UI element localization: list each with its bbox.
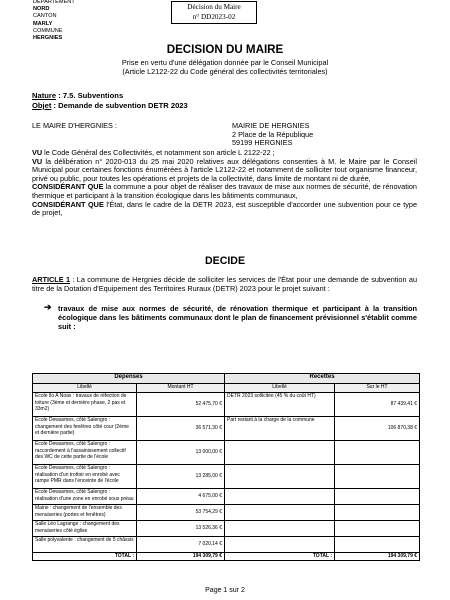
row-recette-libelle xyxy=(225,521,335,537)
row-recette-montant xyxy=(335,521,420,537)
cons1-key: CONSIDÉRANT QUE xyxy=(32,182,104,192)
table-row xyxy=(33,441,420,465)
row-libelle: École Dewasmes, côté Salengro : réalisation d'un trottoir en enrobé avec rampe PMR dans l'enceinte de l'école xyxy=(33,465,137,489)
commune-value: HERGNIES xyxy=(33,35,63,42)
row-recette-libelle: DETR 2023 sollicitée (45 % du coût HT) xyxy=(225,393,335,417)
dept-value: NORD xyxy=(33,6,50,13)
page-title: DECISION DU MAIRE xyxy=(166,43,284,56)
header-block xyxy=(33,0,75,42)
address-line-1: MAIRIE DE HERGNIES xyxy=(232,121,310,130)
row-recette-libelle xyxy=(225,465,335,489)
depenses-header: Dépenses xyxy=(33,374,225,384)
row-montant: 52 475,70 € xyxy=(137,393,225,417)
table-row xyxy=(33,521,420,537)
financing-table xyxy=(32,373,420,561)
row-libelle: École Dewasmes, côté Salengro : changement des fenêtres côté cour (2ème et dernière partie) xyxy=(33,417,137,441)
canton-label: CANTON xyxy=(33,13,57,20)
arrow-icon: ➔ xyxy=(44,302,52,312)
row-montant: 4 675,00 € xyxy=(137,489,225,505)
total-recettes: 194 309,79 € xyxy=(335,553,420,561)
article-label: ARTICLE 1 xyxy=(32,275,71,284)
cons1-text: la commune a pour objet de réaliser des travaux de mise aux normes de sécurité, de rénovation thermique et participant à la transition écologique dans les bâtiments communaux, xyxy=(32,182,417,200)
nature-objet xyxy=(32,91,188,111)
libelle2-header: Libellé xyxy=(225,384,335,393)
ref-line2: n° DD2023-02 xyxy=(192,12,236,21)
canton-value: MARLY xyxy=(33,20,53,27)
total-depenses: 194 309,79 € xyxy=(137,553,225,561)
table-row xyxy=(33,489,420,505)
table-row xyxy=(33,393,420,417)
subtitle-2: (Article L2122-22 du Code général des collectivités territoriales) xyxy=(122,67,328,76)
address-line-2: 2 Place de la République xyxy=(232,129,314,139)
sur-ht-header: Sur le HT xyxy=(335,384,420,393)
row-montant: 13 285,00 € xyxy=(137,465,225,489)
montant-header: Montant HT xyxy=(137,384,225,393)
total-label: TOTAL : xyxy=(33,553,137,561)
row-libelle: Salle Léo Lagrange : changement des menuiseries côté église xyxy=(33,521,137,537)
article-text: : La commune de Hergnies décide de solliciter les services de l'État pour une demande de subvention au titre de la Dotation d'Equipement des Territoires Ruraux (DETR) 2023 pour le projet suivant : xyxy=(32,275,417,293)
commune-label: COMMUNE xyxy=(33,27,63,34)
row-recette-libelle: Part restant à la charge de la commune xyxy=(225,417,335,441)
nature-label: Nature xyxy=(32,91,57,100)
page-footer: Page 1 sur 2 xyxy=(205,587,245,594)
row-montant: 36 571,30 € xyxy=(137,417,225,441)
ref-line1: Décision du Maire xyxy=(187,3,241,11)
decide-heading: DECIDE xyxy=(204,255,246,267)
row-libelle: École Dewasmes, côté Salengro : raccordement à l'assainissement collectif des WC de cette partie de l'école xyxy=(33,441,137,465)
row-recette-libelle xyxy=(225,537,335,553)
address-block xyxy=(232,122,382,148)
row-recette-montant xyxy=(335,441,420,465)
row-recette-libelle xyxy=(225,441,335,465)
dept-label: DEPARTEMENT xyxy=(33,0,75,5)
table-row xyxy=(33,537,420,553)
row-libelle: Mairie : changement de l'ensemble des menuiseries (portes et fenêtres) xyxy=(33,505,137,521)
row-libelle: Ecole Ilo A Noax : travaux de réfection de toiture (3ème et dernière phase, 2 pas et 33m2) xyxy=(33,393,137,417)
row-recette-montant: 106 870,38 € xyxy=(335,417,420,441)
objet-value: : Demande de subvention DETR 2023 xyxy=(53,101,188,110)
vu1-key: VU xyxy=(32,148,43,157)
row-recette-libelle xyxy=(225,489,335,505)
row-recette-montant: 87 439,41 € xyxy=(335,393,420,417)
row-recette-montant xyxy=(335,505,420,521)
row-montant: 13 000,00 € xyxy=(137,441,225,465)
bullet-item xyxy=(44,304,417,331)
vu2-text: la délibération n° 2020-013 du 25 mai 2020 relatives aux délégations consenties à M. le Maire par le Conseil Municipal pour certaines fonctions énumérées à l'article L2122-22 et notamment de solliciter tout organisme financeur, privé ou public, pour toutes les opérations et projets de la collectivité, dans limite de montant ni de durée, xyxy=(32,156,417,183)
row-recette-libelle xyxy=(225,505,335,521)
vu2-key: VU xyxy=(32,156,43,166)
recettes-header: Recettes xyxy=(225,374,420,384)
objet-label: Objet xyxy=(32,101,52,110)
table-row xyxy=(33,417,420,441)
table-row xyxy=(33,505,420,521)
row-montant: 53 754,29 € xyxy=(137,505,225,521)
row-recette-montant xyxy=(335,537,420,553)
article-1 xyxy=(32,276,417,293)
maire-line: LE MAIRE D'HERGNIES : xyxy=(32,121,117,130)
nature-value: : 7.5. Subventions xyxy=(58,91,124,100)
row-montant: 13 526,36 € xyxy=(137,521,225,537)
cons2-text: l'État, dans le cadre de la DETR 2023, est susceptible d'accorder une subvention pour ce type de projet, xyxy=(32,199,417,218)
row-libelle: École Dewasmes, côté Salengro : réalisation d'une zone en enrobé sous préau xyxy=(33,489,137,505)
total-label-2: TOTAL : xyxy=(225,553,335,561)
row-libelle: Salle polyvalente : changement de 5 châssis xyxy=(33,537,137,553)
bullet-text: travaux de mise aux normes de sécurité, de rénovation thermique et participant à la transition écologique dans les bâtiments communaux dont le plan de financement prévisionnel s'établit comme suit : xyxy=(58,304,417,331)
cons2-key: CONSIDÉRANT QUE xyxy=(32,199,104,209)
table-row xyxy=(33,465,420,489)
row-recette-montant xyxy=(335,465,420,489)
reference-box xyxy=(171,1,257,24)
row-recette-montant xyxy=(335,489,420,505)
considerations xyxy=(32,149,417,218)
libelle-header: Libellé xyxy=(33,384,137,393)
subtitle-1: Prise en vertu d'une délégation donnée par le Conseil Municipal xyxy=(121,58,329,67)
row-montant: 7 020,14 € xyxy=(137,537,225,553)
vu1-text: le Code Général des Collectivités, et notamment son article L 2122-22 ; xyxy=(42,148,275,157)
address-line-3: 59199 HERGNIES xyxy=(232,138,293,148)
